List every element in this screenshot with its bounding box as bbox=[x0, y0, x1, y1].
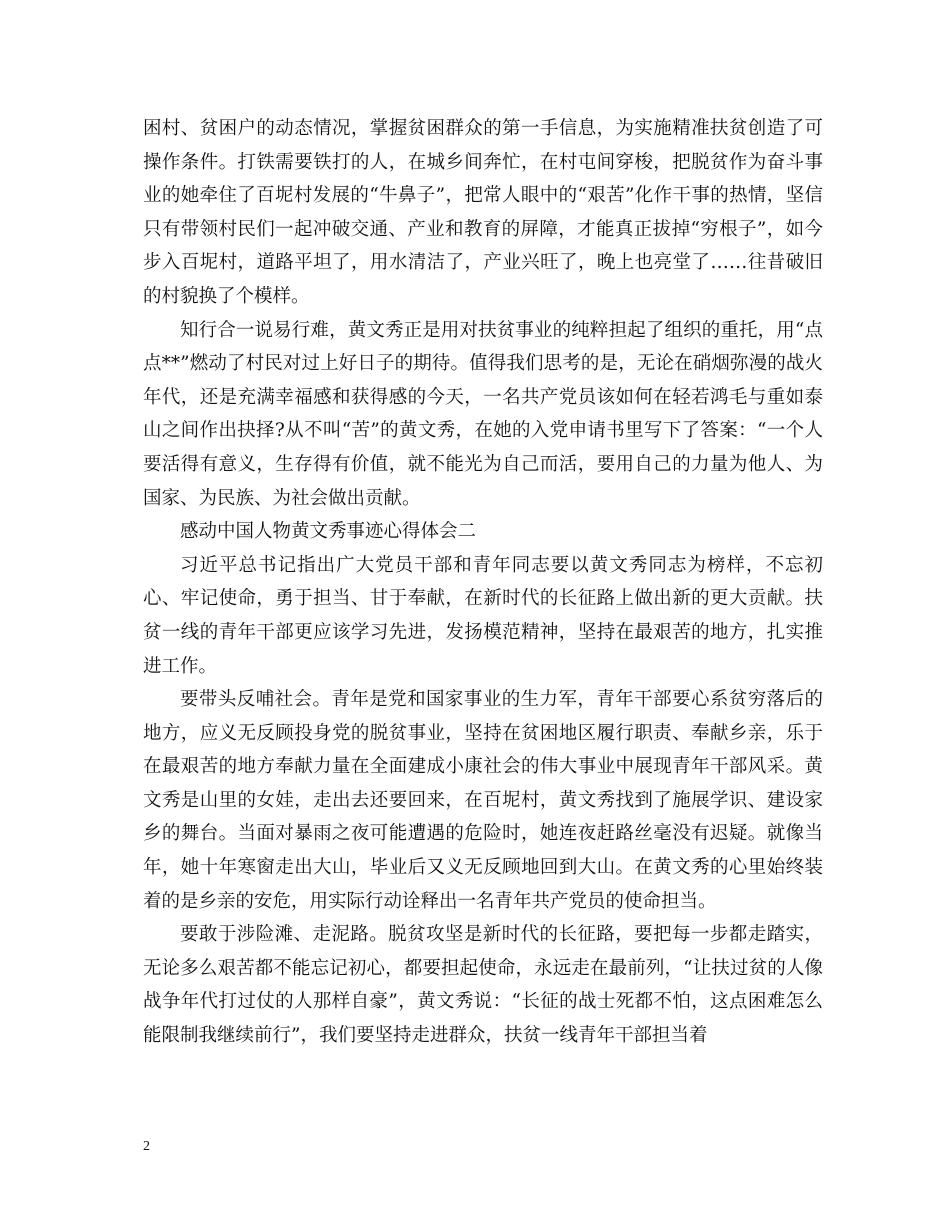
page-number: 2 bbox=[143, 1139, 150, 1154]
document-body bbox=[143, 112, 823, 1053]
paragraph: 知行合一说易行难，黄文秀正是用对扶贫事业的纯粹担起了组织的重托，用“点点**”燃动了村民对过上好日子的期待。值得我们思考的是，无论在硝烟弥漫的战火年代，还是充满幸福感和获得感的今天，一名共产党员该如何在轻若鸿毛与重如泰山之间作出抉择?从不叫“苦”的黄文秀，在她的入党申请书里写下了答案：“一个人要活得有意义，生存得有价值，就不能光为自己而活，要用自己的力量为他人、为国家、为民族、为社会做出贡献。 bbox=[143, 319, 823, 509]
paragraph: 要带头反哺社会。青年是党和国家事业的生力军，青年干部要心系贫穷落后的地方，应义无反顾投身党的脱贫事业，坚持在贫困地区履行职责、奉献乡亲，乐于在最艰苦的地方奉献力量在全面建成小康社会的伟大事业中展现青年干部风采。黄文秀是山里的女娃，走出去还要回来，在百坭村，黄文秀找到了施展学识、建设家乡的舞台。当面对暴雨之夜可能遭遇的危险时，她连夜赶路丝毫没有迟疑。就像当年，她十年寒窗走出大山，毕业后又义无反顾地回到大山。在黄文秀的心里始终装着的是乡亲的安危，用实际行动诠释出一名青年共产党员的使命担当。 bbox=[143, 689, 823, 912]
paragraph-continued: 困村、贫困户的动态情况，掌握贫困群众的第一手信息，为实施精准扶贫创造了可操作条件。打铁需要铁打的人，在城乡间奔忙，在村屯间穿梭，把脱贫作为奋斗事业的她牵住了百坭村发展的“牛鼻子”，把常人眼中的“艰苦”化作干事的热情，坚信只有带领村民们一起冲破交通、产业和教育的屏障，才能真正拔掉“穷根子”，如今步入百坭村，道路平坦了，用水清洁了，产业兴旺了，晚上也亮堂了……往昔破旧的村貌换了个模样。 bbox=[143, 118, 823, 307]
paragraph: 要敢于涉险滩、走泥路。脱贫攻坚是新时代的长征路，要把每一步都走踏实，无论多么艰苦都不能忘记初心，都要担起使命，永远走在最前列，“让扶过贫的人像战争年代打过仗的人那样自豪”，黄文秀说：“长征的战士死都不怕，这点困难怎么能限制我继续前行”，我们要坚持走进群众，扶贫一线青年干部担当着 bbox=[143, 924, 823, 1047]
section-title: 感动中国人物黄文秀事迹心得体会二 bbox=[180, 521, 477, 543]
paragraph: 习近平总书记指出广大党员干部和青年同志要以黄文秀同志为榜样，不忘初心、牢记使命，勇于担当、甘于奉献，在新时代的长征路上做出新的更大贡献。扶贫一线的青年干部更应该学习先进，发扬模范精神，坚持在最艰苦的地方，扎实推进工作。 bbox=[143, 554, 823, 677]
